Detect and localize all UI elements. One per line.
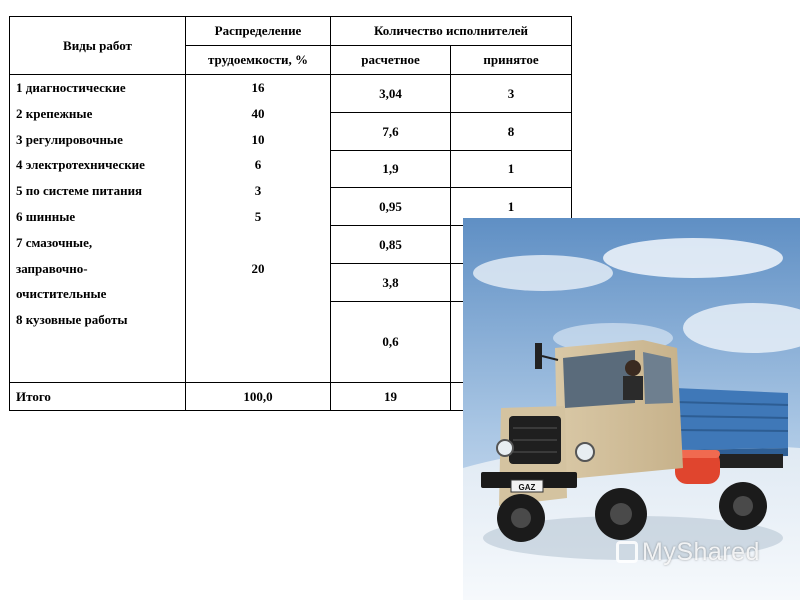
work-type-7c: очистительные [16, 286, 107, 302]
work-type-4: 4 электротехнические [16, 157, 145, 173]
calculated-4: 0,95 [331, 188, 451, 226]
percent-3: 10 [251, 131, 265, 147]
percent-5: 3 [254, 183, 262, 199]
accepted-3: 1 [451, 151, 572, 188]
percent-8 [186, 307, 330, 333]
header-calculated: расчетное [331, 46, 451, 75]
watermark [616, 538, 760, 567]
header-accepted: принятое [451, 46, 572, 75]
calculated-2: 7,6 [331, 113, 451, 151]
calculated-3: 1,9 [331, 151, 451, 188]
percent-4: 6 [254, 157, 262, 173]
work-type-1: 1 диагностические [16, 80, 126, 95]
percent-7a [186, 230, 330, 256]
work-type-2: 2 крепежные [16, 105, 93, 121]
total-label: Итого [10, 383, 186, 411]
calculated-1: 3,04 [331, 75, 451, 113]
percent-2: 40 [251, 105, 265, 121]
calculated-5: 0,85 [331, 226, 451, 264]
work-types-cell [10, 75, 186, 383]
percent-7c [186, 281, 330, 307]
work-type-6: 6 шинные [16, 208, 76, 224]
percent-6: 5 [254, 208, 262, 224]
header-performers: Количество исполнителей [331, 17, 572, 46]
percent-7b: 20 [251, 260, 265, 276]
percent-cell [186, 75, 331, 383]
work-type-5: 5 по системе питания [16, 183, 143, 199]
watermark-logo-icon [616, 541, 638, 563]
calculated-6: 3,8 [331, 264, 451, 302]
work-type-8: 8 кузовные работы [16, 312, 128, 328]
accepted-1: 3 [451, 75, 572, 113]
calculated-7: 0,6 [331, 302, 451, 383]
license-plate: GAZ [518, 483, 536, 492]
work-type-7b: заправочно- [16, 260, 88, 276]
accepted-2: 8 [451, 113, 572, 151]
header-distribution-line1: Распределение [186, 17, 331, 46]
total-calculated: 19 [331, 383, 451, 411]
total-percent: 100,0 [186, 383, 331, 411]
header-work-types: Виды работ [10, 17, 186, 75]
work-type-7a: 7 смазочные, [16, 234, 93, 250]
accepted-4: 1 [451, 188, 572, 226]
header-distribution-line2: трудоемкости, % [186, 46, 331, 75]
percent-1: 16 [251, 80, 265, 95]
work-type-3: 3 регулировочные [16, 131, 123, 147]
watermark-text: MyShared [642, 538, 760, 566]
